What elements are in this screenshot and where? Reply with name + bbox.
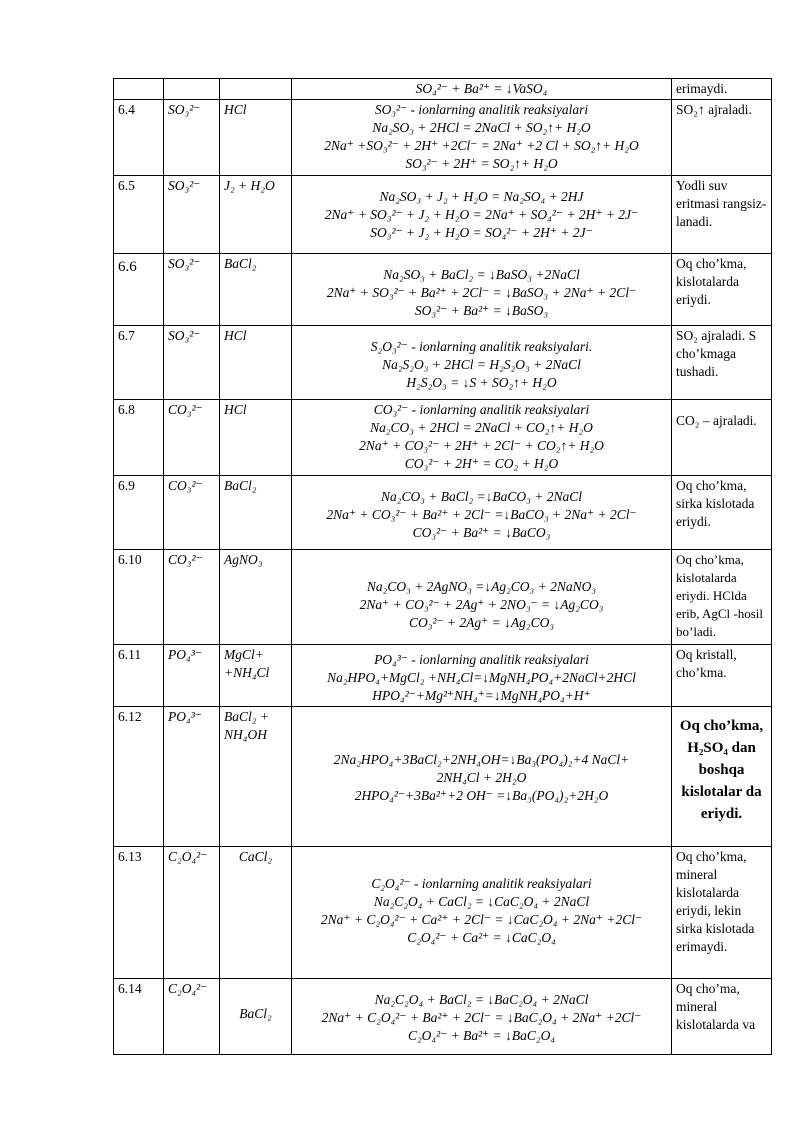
ion-cell: PO₄³⁻ — [164, 707, 220, 847]
reagent-cell: AgNO₃ — [220, 550, 292, 645]
reagent-cell: BaCl₂ — [220, 476, 292, 550]
reaction-line: C₂O₄²⁻ + Ba²⁺ = ↓BaC₂O₄ — [407, 1028, 556, 1043]
reaction-line: 2Na⁺ + C₂O₄²⁻ + Ba²⁺ + 2Cl⁻ = ↓BaC₂O₄ + 2Na⁺ +2Cl⁻ — [321, 1010, 642, 1025]
reaction-line: Na₂HPO₄+MgCl₂ +NH₄Cl=↓MgNH₄PO₄+2NaCl+2HCl — [327, 670, 636, 685]
reaction-line: Na₂CO₃ + BaCl₂ =↓BaCO₃ + 2NaCl — [381, 489, 582, 504]
reaction-line: 2Na₂HPO₄+3BaCl₂+2NH₄OH=↓Ba₃(PO₄)₂+4 NaCl+ — [333, 752, 630, 767]
reaction-line: SO₃²⁻ + Ba²⁺ = ↓BaSO₃ — [414, 303, 549, 318]
row-number — [114, 79, 164, 100]
table-row — [114, 847, 772, 979]
ion-cell: SO₃²⁻ — [164, 176, 220, 254]
reaction-line: Na₂C₂O₄ + CaCl₂ = ↓CaC₂O₄ + 2NaCl — [373, 894, 590, 909]
reaction-line: Na₂SO₃ + BaCl₂ = ↓BaSO₃ +2NaCl — [383, 267, 580, 282]
reagent-cell — [220, 79, 292, 100]
table-row — [114, 476, 772, 550]
row-number: 6.12 — [114, 707, 164, 847]
reagent-cell: HCl — [220, 326, 292, 400]
reaction-line: HPO₄²⁻+Mg²⁺NH₄⁺=↓MgNH₄PO₄+H⁺ — [372, 688, 591, 703]
table-row — [114, 979, 772, 1055]
observation-cell: Oq cho’kma, mineral kislotalarda eriydi, lekin sirka kislotada erimaydi. — [672, 847, 772, 979]
reaction-line: SO₃²⁻ + 2H⁺ = SO₂↑+ H₂O — [405, 156, 558, 171]
ion-cell: C₂O₄²⁻ — [164, 979, 220, 1055]
row-number: 6.11 — [114, 645, 164, 707]
observation-cell: SO₂ ajraladi. S cho’kmaga tushadi. — [672, 326, 772, 400]
ion-cell: SO₃²⁻ — [164, 326, 220, 400]
reaction-line: PO₄³⁻ - ionlarning analitik reaksiyalari — [374, 652, 589, 667]
reaction-line: CO₃²⁻ + Ba²⁺ = ↓BaCO₃ — [412, 525, 551, 540]
reagent-cell: BaCl₂ + NH₄OH — [220, 707, 292, 847]
table-row — [114, 550, 772, 645]
reagent-cell: BaCl₂ — [220, 254, 292, 326]
row-number: 6.13 — [114, 847, 164, 979]
reaction-line: 2Na⁺ + C₂O₄²⁻ + Ca²⁺ + 2Cl⁻ = ↓CaC₂O₄ + 2Na⁺ +2Cl⁻ — [320, 912, 643, 927]
row-number: 6.14 — [114, 979, 164, 1055]
reagent-cell: CaCl₂ — [220, 847, 292, 979]
reaction-line: Na₂C₂O₄ + BaCl₂ = ↓BaC₂O₄ + 2NaCl — [374, 992, 589, 1007]
observation-cell: Oq cho’kma, H₂SO₄ dan boshqa kislotalar da eriydi. — [672, 707, 772, 847]
reaction-cell — [292, 645, 672, 707]
observation-cell: SO₂↑ ajraladi. — [672, 100, 772, 176]
observation-cell: Oq cho’kma, kislotalarda eriydi. — [672, 254, 772, 326]
observation-cell: Oq cho’kma, sirka kislotada eriydi. — [672, 476, 772, 550]
reaction-cell — [292, 400, 672, 476]
table-row — [114, 707, 772, 847]
row-number: 6.10 — [114, 550, 164, 645]
table-row — [114, 100, 772, 176]
reaction-cell — [292, 79, 672, 100]
row-number: 6.7 — [114, 326, 164, 400]
reaction-line: CO₃²⁻ - ionlarning analitik reaksiyalari — [373, 402, 590, 417]
table-row — [114, 400, 772, 476]
ion-cell: PO₄³⁻ — [164, 645, 220, 707]
reaction-line: 2Na⁺ +SO₃²⁻ + 2H⁺ +2Cl⁻ = 2Na⁺ +2 Cl + SO₂↑+ H₂O — [324, 138, 639, 153]
observation-cell: erimaydi. — [672, 79, 772, 100]
row-number: 6.6 — [114, 254, 164, 326]
reaction-line: CO₃²⁻ + 2Ag⁺ = ↓Ag₂CO₃ — [408, 615, 555, 630]
reaction-line: 2Na⁺ + CO₃²⁻ + 2Ag⁺ + 2NO₃⁻ = ↓Ag₂CO₃ — [359, 597, 604, 612]
reaction-cell — [292, 326, 672, 400]
ion-cell: SO₃²⁻ — [164, 254, 220, 326]
reaction-cell — [292, 254, 672, 326]
reaction-line: SO₃²⁻ + J₂ + H₂O = SO₄²⁻ + 2H⁺ + 2J⁻ — [370, 225, 593, 240]
reaction-line: 2NH₄Cl + 2H₂O — [436, 770, 527, 785]
ion-cell: C₂O₄²⁻ — [164, 847, 220, 979]
reaction-line: SO₃²⁻ - ionlarning analitik reaksiyalari — [374, 102, 589, 117]
reagent-cell: J₂ + H₂O — [220, 176, 292, 254]
reaction-line: Na₂S₂O₃ + 2HCl = H₂S₂O₃ + 2NaCl — [382, 357, 581, 372]
reaction-line: 2Na⁺ + SO₃²⁻ + Ba²⁺ + 2Cl⁻ = ↓BaSO₃ + 2Na⁺ + 2Cl⁻ — [326, 285, 637, 300]
row-number: 6.9 — [114, 476, 164, 550]
reaction-line: SO₄²⁻ + Ba²⁺ = ↓VaSO₄ — [415, 81, 548, 96]
reaction-line: Na₂SO₃ + J₂ + H₂O = Na₂SO₄ + 2HJ — [379, 189, 584, 204]
reaction-line: C₂O₄²⁻ - ionlarning analitik reaksiyalari — [371, 876, 592, 891]
ion-cell: CO₃²⁻ — [164, 550, 220, 645]
reaction-cell — [292, 176, 672, 254]
reaction-line: Na₂CO₃ + 2HCl = 2NaCl + CO₂↑+ H₂O — [370, 420, 593, 435]
reagent-cell: BaCl₂ — [220, 979, 292, 1055]
reaction-line: 2Na⁺ + CO₃²⁻ + 2H⁺ + 2Cl⁻ + CO₂↑+ H₂O — [359, 438, 604, 453]
observation-cell: Yodli suv eritmasi rangsiz-lanadi. — [672, 176, 772, 254]
reaction-line: S₂O₃²⁻ - ionlarning analitik reaksiyalari. — [370, 339, 593, 354]
ion-cell: CO₃²⁻ — [164, 476, 220, 550]
reaction-cell — [292, 707, 672, 847]
reagent-cell: MgCl+ +NH₄Cl — [220, 645, 292, 707]
reaction-cell — [292, 100, 672, 176]
row-number: 6.4 — [114, 100, 164, 176]
table-row — [114, 326, 772, 400]
reaction-line: C₂O₄²⁻ + Ca²⁺ = ↓CaC₂O₄ — [407, 930, 556, 945]
reaction-line: 2Na⁺ + CO₃²⁻ + Ba²⁺ + 2Cl⁻ =↓BaCO₃ + 2Na⁺ + 2Cl⁻ — [326, 507, 637, 522]
ion-cell: SO₃²⁻ — [164, 100, 220, 176]
table-row — [114, 645, 772, 707]
observation-cell: CO₂ – ajraladi. — [672, 400, 772, 476]
reaction-line: Na₂SO₃ + 2HCl = 2NaCl + SO₂↑+ H₂O — [372, 120, 591, 135]
reaction-cell — [292, 550, 672, 645]
reaction-cell — [292, 847, 672, 979]
reagent-cell: HCl — [220, 400, 292, 476]
observation-cell: Oq cho’ma, mineral kislotalarda va — [672, 979, 772, 1055]
reaction-line: CO₃²⁻ + 2H⁺ = CO₂ + H₂O — [404, 456, 559, 471]
ion-cell — [164, 79, 220, 100]
reaction-line: 2Na⁺ + SO₃²⁻ + J₂ + H₂O = 2Na⁺ + SO₄²⁻ + 2H⁺ + 2J⁻ — [324, 207, 639, 222]
table-row — [114, 176, 772, 254]
observation-cell: Oq kristall, cho’kma. — [672, 645, 772, 707]
reactions-table — [113, 78, 772, 1055]
reagent-cell: HCl — [220, 100, 292, 176]
reaction-line: Na₂CO₃ + 2AgNO₃ =↓Ag₂CO₃ + 2NaNO₃ — [366, 579, 597, 594]
reaction-cell — [292, 979, 672, 1055]
reaction-cell — [292, 476, 672, 550]
table-row — [114, 254, 772, 326]
observation-cell: Oq cho’kma, kislotalarda eriydi. HClda erib, AgCl -hosil bo’ladi. — [672, 550, 772, 645]
reaction-line: H₂S₂O₃ = ↓S + SO₂↑+ H₂O — [406, 375, 557, 390]
table-row — [114, 79, 772, 100]
ion-cell: CO₃²⁻ — [164, 400, 220, 476]
row-number: 6.8 — [114, 400, 164, 476]
reaction-line: 2HPO₄²⁻+3Ba²⁺+2 OH⁻ =↓Ba₃(PO₄)₂+2H₂O — [354, 788, 609, 803]
row-number: 6.5 — [114, 176, 164, 254]
